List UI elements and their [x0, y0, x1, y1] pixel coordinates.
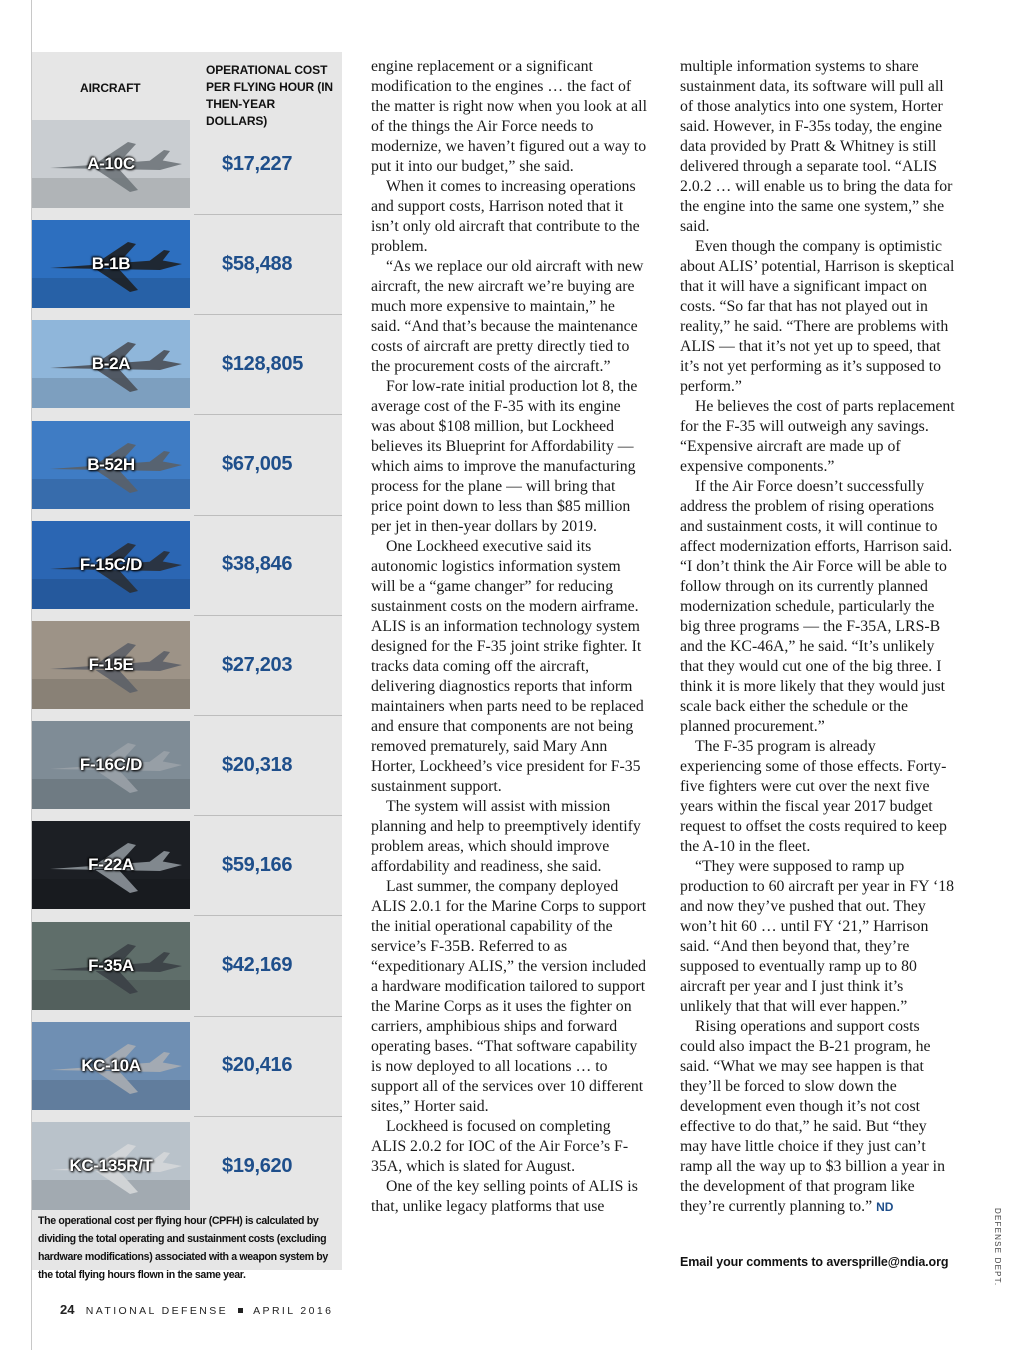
aircraft-cost-value: $19,620 [222, 1154, 293, 1177]
paragraph [680, 57, 956, 237]
row-divider [194, 214, 342, 215]
paragraph-text: When it comes to increasing operations and support costs, Harrison noted that it isn’t only old aircraft that contribute to the problem. [371, 178, 640, 255]
paragraph-text: The F-35 program is already experiencing some of those effects. Forty-five fighters were cut over the next five years within the fiscal year 2017 budget request to offset the costs required to keep the A-10 in the fleet. [680, 738, 947, 855]
aircraft-name: A-10C [87, 154, 135, 173]
aircraft-name: KC-135R/T [69, 1156, 153, 1175]
table-row [32, 922, 342, 1010]
paragraph [680, 477, 956, 737]
paragraph-text: For low-rate initial production lot 8, the average cost of the F-35 with its engine was about $108 million, but Lockheed believes its Blueprint for Affordability — which aims to improve the manufacturing process for the plane — will bring that price point down to less than $85 million per jet in then-year dollars by 2019. [371, 378, 638, 535]
paragraph [371, 377, 647, 537]
aircraft-name: F-35A [88, 955, 134, 975]
aircraft-cost-value: $128,805 [222, 352, 304, 375]
paragraph-text: engine replacement or a significant modification to the engines … the fact of the matter is right now when you look at all of the things the Air Force needs to modernize, we haven’t figured out a way to put it into our budget,” she said. [371, 58, 647, 175]
paragraph [371, 57, 647, 177]
paragraph-text: He believes the cost of parts replacement for the F-35 will outweigh any savings. “Expensive aircraft are made up of expensive components.” [680, 398, 955, 475]
paragraph [680, 857, 956, 1017]
table-row [32, 1022, 342, 1110]
aircraft-cost-value: $59,166 [222, 853, 293, 876]
aircraft-name: F-15E [88, 655, 134, 674]
paragraph-text: One of the key selling points of ALIS is that, unlike legacy platforms that use [371, 1178, 638, 1215]
paragraph [680, 737, 956, 857]
aircraft-cost-table [32, 52, 342, 1281]
row-divider [194, 715, 342, 716]
table-row [32, 120, 342, 208]
table-row [32, 320, 342, 408]
paragraph-text: The system will assist with mission planning and help to preemptively identify problem areas, which should improve affordability and readiness, she said. [371, 798, 641, 875]
aircraft-cost-value: $20,416 [222, 1054, 293, 1077]
page-number: 24 [60, 1302, 75, 1317]
article-column-1 [371, 57, 647, 1217]
row-divider [194, 615, 342, 616]
row-divider [194, 1016, 342, 1017]
aircraft-cost-value: $42,169 [222, 954, 293, 977]
photo-credit: DEFENSE DEPT. [993, 1208, 1002, 1287]
paragraph [371, 797, 647, 877]
aircraft-cost-value: $38,846 [222, 553, 293, 576]
row-divider [194, 414, 342, 415]
row-divider [194, 314, 342, 315]
table-row [32, 421, 342, 509]
paragraph [680, 1017, 956, 1217]
table-header-cost: OPERATIONAL COST PER FLYING HOUR (IN THEN-YEAR DOLLARS) [206, 63, 334, 128]
paragraph [680, 397, 956, 477]
paragraph-text: Rising operations and support costs could also impact the B-21 program, he said. “What we may see happen is that they’ll be forced to slow down the development even though it’s not cost effective to do that,” he said. But “they may have little choice if they just can’t ramp all the way up to $3 billion a year in the development of that program like they’re currently planning to.” [680, 1018, 945, 1215]
aircraft-name: F-16C/D [79, 755, 143, 775]
aircraft-cost-value: $58,488 [222, 252, 293, 275]
end-mark: ND [876, 1200, 894, 1214]
paragraph [680, 237, 956, 397]
paragraph-text: If the Air Force doesn’t successfully address the problem of rising operations and sustainment costs, it will continue to affect modernization efforts, Harrison said. “I don’t think the Air Force will be able to follow through on its currently planned modernization schedule, particularly the big three programs — the F-35A, LRS-B and the KC-46A,” he said. “It’s unlikely that they would cut one of the big three. I think it is more likely that they would just scale back either the schedule or the planned procurement.” [680, 478, 953, 735]
table-row [32, 621, 342, 709]
paragraph [371, 177, 647, 257]
paragraph-text: Last summer, the company deployed ALIS 2.0.1 for the Marine Corps to support the initial operational capability of the service’s F-35B. Referred to as “expeditionary ALIS,” the version included a hardware modification tailored to support the Marine Corps as it uses the fighter on carriers, amphibious ships and forward operating bases. “That software capability is now deployed to all locations … to support all of the services over 10 different sites,” Horter said. [371, 878, 647, 1115]
page-footer [60, 1302, 333, 1317]
footer-separator [238, 1308, 243, 1313]
paragraph [371, 537, 647, 797]
paragraph [371, 1177, 647, 1217]
paragraph [371, 1117, 647, 1177]
aircraft-cost-value: $20,318 [222, 753, 293, 776]
aircraft-name: KC-10A [81, 1055, 141, 1075]
table-row [32, 821, 342, 909]
aircraft-cost-value: $17,227 [222, 152, 293, 175]
table-row [32, 220, 342, 308]
aircraft-name: B-52H [87, 454, 135, 474]
row-divider [194, 815, 342, 816]
paragraph-text: multiple information systems to share sustainment data, its software will pull all of those analytics into one system, Horter said. However, in F-35s today, the engine data provided by Pratt & Whitney is still delivered through a separate tool. “ALIS 2.0.2 … will enable us to bring the data for the engine into the same one system,” she said. [680, 58, 953, 235]
table-row [32, 1122, 342, 1210]
aircraft-cost-value: $67,005 [222, 453, 293, 476]
aircraft-cost-value: $27,203 [222, 653, 293, 676]
aircraft-name: F-22A [88, 855, 134, 875]
table-caption: The operational cost per flying hour (CPFH) is calculated by dividing the total operating and sustainment costs (excluding hardware modifications) associated with a weapon system by the total flying hours flown in the same year. [38, 1215, 328, 1281]
paragraph [371, 257, 647, 377]
table-header-aircraft: AIRCRAFT [80, 81, 141, 95]
aircraft-name: B-1B [91, 254, 131, 274]
email-comments-line: Email your comments to aversprille@ndia.org [680, 1255, 949, 1269]
row-divider [194, 1116, 342, 1117]
aircraft-name: B-2A [91, 354, 131, 374]
paragraph-text: “As we replace our old aircraft with new aircraft, the new aircraft we’re buying are much more expensive to maintain,” he said. “And that’s because the maintenance costs of aircraft are pretty directly tied to the procurement costs of the aircraft.” [371, 258, 644, 375]
row-divider [194, 515, 342, 516]
table-row [32, 521, 342, 609]
paragraph [371, 877, 647, 1117]
issue-date: APRIL 2016 [253, 1305, 334, 1317]
article-column-2 [680, 57, 956, 1217]
aircraft-name: F-15C/D [79, 554, 143, 574]
paragraph-text: Even though the company is optimistic about ALIS’ potential, Harrison is skeptical that it will have a significant impact on costs. “So far that has not played out in reality,” he said. “There are problems with ALIS — that it’s not yet up to speed, that it’s not yet performing as it’s supposed to perform.” [680, 238, 955, 395]
paragraph-text: Lockheed is focused on completing ALIS 2.0.2 for IOC of the Air Force’s F-35A, which is slated for August. [371, 1118, 629, 1175]
table-row [32, 721, 342, 809]
publication-name: NATIONAL DEFENSE [85, 1305, 229, 1317]
paragraph-text: One Lockheed executive said its autonomic logistics information system will be a “game changer” for reducing sustainment costs on the modern airframe. ALIS is an information technology system designed for the F-35 joint strike fighter. It tracks data coming off the aircraft, delivering diagnostics reports that inform maintainers when parts need to be replaced and ensure that components are not being removed prematurely, said Mary Ann Horter, Lockheed’s vice president for F-35 sustainment support. [371, 538, 644, 795]
paragraph-text: “They were supposed to ramp up production to 60 aircraft per year in FY ‘18 and now they’ve pushed that out. They won’t hit 60 … until FY ‘21,” Harrison said. “And then beyond that, they’re supposed to eventually ramp up to 80 aircraft per year and I just think it’s unlikely that that will ever happen.” [680, 858, 955, 1015]
row-divider [194, 915, 342, 916]
